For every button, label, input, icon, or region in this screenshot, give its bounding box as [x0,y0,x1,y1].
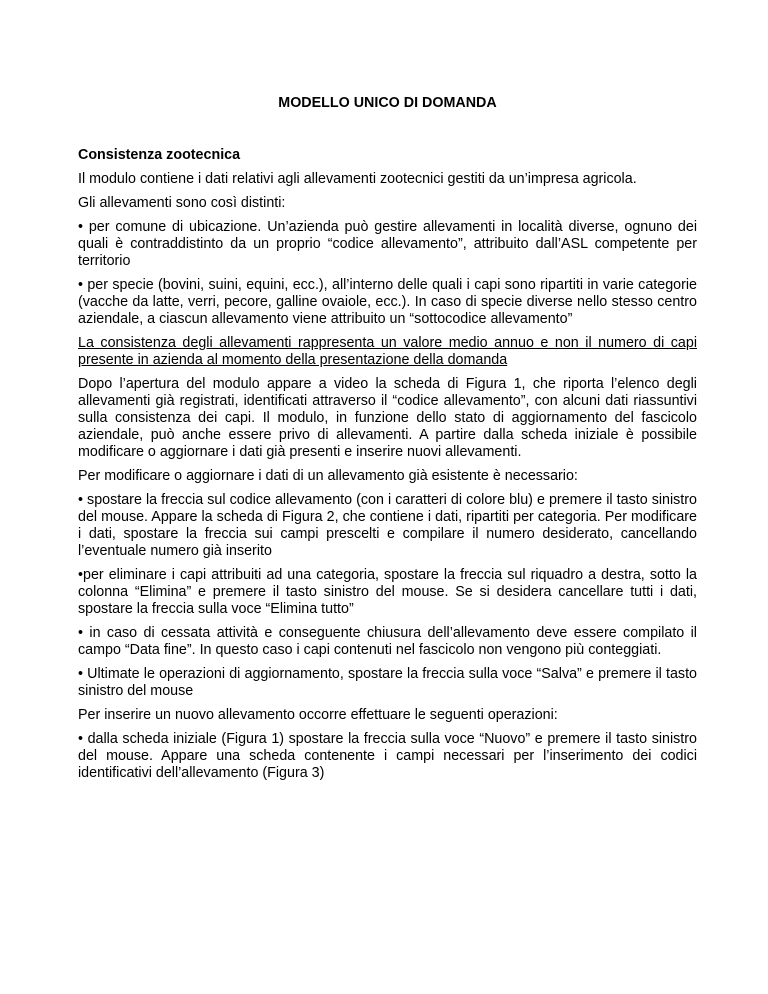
document-title: MODELLO UNICO DI DOMANDA [278,95,497,111]
bullet-new: • dalla scheda iniziale (Figura 1) spostare la freccia sulla voce “Nuovo” e premere il tasto sinistro del mouse. Appare una scheda contenente i campi necessari per l’inserimento dei codici identificativi dell’allevamento (Figura 3) [78,731,697,781]
bullet-by-species: • per specie (bovini, suini, equini, ecc.), all’interno delle quali i capi sono ripartiti in varie categorie (vacche da latte, verri, pecore, galline ovaiole, ecc.). In caso di specie diverse nello stesso centro aziendale, a ciascun allevamento viene attribuito un “sottocodice allevamento” [78,277,697,327]
bullet-by-municipality: • per comune di ubicazione. Un’azienda può gestire allevamenti in località diverse, ognuno dei quali è contraddistinto da un proprio “codice allevamento”, attribuito dall’ASL competente per territorio [78,219,697,269]
bullet-delete-category: •per eliminare i capi attribuiti ad una categoria, spostare la freccia sul riquadro a destra, sotto la colonna “Elimina” e premere il tasto sinistro del mouse. Se si desidera cancellare tutti i dati, spostare la freccia sulla voce “Elimina tutto” [78,567,697,617]
bullet-save: • Ultimate le operazioni di aggiornamento, spostare la freccia sulla voce “Salva” e premere il tasto sinistro del mouse [78,666,697,699]
paragraph-new-intro: Per inserire un nuovo allevamento occorre effettuare le seguenti operazioni: [78,707,558,723]
bullet-end-date: • in caso di cessata attività e conseguente chiusura dell’allevamento deve essere compilato il campo “Data fine”. In questo caso i capi contenuti nel fascicolo non vengono più conteggiati. [78,625,697,658]
section-heading: Consistenza zootecnica [78,147,241,163]
paragraph-modify-intro: Per modificare o aggiornare i dati di un allevamento già esistente è necessario: [78,468,578,484]
paragraph-distinction: Gli allevamenti sono così distinti: [78,195,286,211]
paragraph-intro: Il modulo contiene i dati relativi agli allevamenti zootecnici gestiti da un’impresa agricola. [78,171,637,187]
bullet-modify-code: • spostare la freccia sul codice allevamento (con i caratteri di colore blu) e premere il tasto sinistro del mouse. Appare la scheda di Figura 2, che contiene i dati, ripartiti per categoria. Per modificare i dati, spostare la freccia sui campi prescelti e compilare il numero desiderato, cancellando l’eventuale numero già inserito [78,492,697,559]
underlined-note: La consistenza degli allevamenti rappresenta un valore medio annuo e non il numero di capi presente in azienda al momento della presentazione della domanda [78,335,697,368]
paragraph-figure-1: Dopo l’apertura del modulo appare a video la scheda di Figura 1, che riporta l’elenco degli allevamenti già registrati, identificati attraverso il “codice allevamento”, con alcuni dati riassuntivi sulla consistenza dei capi. Il modulo, in funzione dello stato di aggiornamento del fascicolo aziendale, può anche essere privo di allevamenti. A partire dalla scheda iniziale è possibile modificare o aggiornare i dati già presenti e inserire nuovi allevamenti. [78,376,697,460]
